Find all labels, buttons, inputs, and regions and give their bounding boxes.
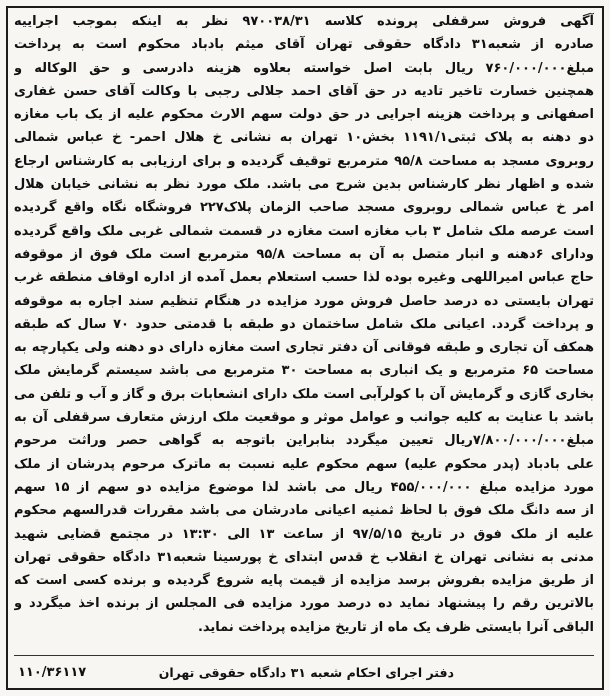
notice-line: مبلغ۷۶۰/۰۰۰/۰۰۰ ریال بابت اصل خواسته بعلاوه هزینه دادرسی و حق الوکاله و bbox=[14, 60, 594, 76]
notice-line: همچنین خسارت تاخیر تادیه در حق آقای احمد جلالی رجبی با وکالت آقای حسن غفاری bbox=[14, 83, 594, 99]
notice-line: اصفهانی و پرداخت هزینه اجرایی در حق دولت سهم الارث محکوم علیه از یک باب مغازه bbox=[14, 107, 594, 123]
notice-footer bbox=[14, 660, 594, 686]
notice-line: بخاری گازی و گرمایش آن با کولرآبی است ملک دارای انشعابات برق و گاز و آب و تلفن می bbox=[14, 386, 594, 402]
notice-line: امر خ عباس شمالی روبروی مسجد صاحب الزمان پلاک۲۲۷ فروشگاه نگاه واقع گردیده bbox=[14, 200, 594, 216]
notice-line: تهران بایستی ده درصد حاصل فروش مورد مزایده در هنگام تنظیم سند اجاره به موقوفه bbox=[14, 293, 594, 309]
notice-line-final: الباقی آنرا بایستی ظرف یک ماه از تاریخ مزایده پرداخت نماید. bbox=[197, 619, 594, 635]
notice-line: باشد با عنایت به کلیه جوانب و عوامل موثر و موقعیت ملک ارزش متعارف سرقفلی آن به bbox=[14, 410, 594, 426]
notice-line: بالاترین رقم را پیشنهاد نماید ده درصد مورد مزایده فی المجلس از برنده اخذ میگردد و bbox=[14, 596, 594, 612]
notice-line: علی بادباد (پدر محکوم علیه) سهم محکوم علیه نسبت به ماترک مرحوم پدرشان از ملک bbox=[14, 456, 594, 472]
notice-line: از سه دانگ ملک فوق با لحاظ ثمنیه اعیانی مادرشان می باشد مقررات قدرالسهم محکوم bbox=[14, 503, 594, 519]
signature: دفتر اجرای احکام شعبه ۳۱ دادگاه حقوقی تهران bbox=[158, 665, 454, 680]
notice-body bbox=[14, 10, 594, 639]
notice-line: مورد مزایده مبلغ ۴۵۵/۰۰۰/۰۰۰ ریال می باشد لذا موضوع مزایده دو سهم از ۱۵ سهم bbox=[14, 479, 594, 495]
notice-line: آگهی فروش سرقفلی پرونده کلاسه ۹۷۰۰۳۸/۳۱ نظر به اینکه بموجب اجراییه bbox=[14, 14, 594, 29]
notice-line: علیه از ملک فوق در تاریخ ۹۷/۵/۱۵ از ساعت ۱۳ الی ۱۳:۳۰ در مجتمع قضایی شهید bbox=[14, 526, 594, 542]
notice-line: از طریق مزایده بفروش برسد مزایده از قیمت پایه شروع گردیده و برنده کسی است که bbox=[14, 573, 594, 589]
reference-code: ۱۱۰/۳۶۱۱۷ bbox=[18, 665, 87, 680]
notice-line: روبروی مسجد به مساحت ۹۵/۸ مترمربع توقیف گردیده و برای ارزیابی به کارشناس ارجاع bbox=[14, 153, 594, 169]
notice-line: ودارای ۶دهنه و انبار متصل به آن به مساحت ۹۵/۸ مترمربع است ملک فوق از موقوفه bbox=[14, 246, 594, 262]
notice-line: مساحت ۶۵ مترمربع و یک انباری به مساحت ۳۰ مترمربع می باشد سیستم گرمایش ملک bbox=[14, 363, 594, 379]
notice-line: و پرداخت گردد. اعیانی ملک شامل ساختمان دو طبقه با قدمتی حدود ۷۰ سال که طبقه bbox=[14, 316, 594, 332]
notice-line: شده و اظهار نظر کارشناس بدین شرح می باشد. ملک مورد نظر به نشانی خیابان هلال bbox=[14, 177, 594, 193]
notice-line: دو دهنه به پلاک ثبتی۱۱۹۱/۱ بخش۱۰ تهران به نشانی خ هلال احمر- خ عباس شمالی bbox=[14, 130, 594, 146]
notice-line: صادره از شعبه۳۱ دادگاه حقوقی تهران آقای میثم بادباد محکوم است به پرداخت bbox=[14, 37, 594, 53]
notice-line: مبلغ۷/۸۰۰/۰۰۰/۰۰۰ریال تعیین میگردد بنابراین باتوجه به گواهی حصر وراثت مرحوم bbox=[14, 433, 594, 449]
notice-line: مدنی به نشانی تهران خ انقلاب خ قدس ابتدای خ پورسینا شعبه۳۱ دادگاه حقوقی تهران bbox=[14, 549, 594, 565]
notice-line: همکف آن تجاری و طبقه فوقانی آن دفتر تجاری است مغازه دارای دو دهنه ولی یکپارچه به bbox=[14, 340, 594, 356]
notice-line: است عرصه ملک شامل ۳ باب مغازه است مغازه در قسمت شمالی غربی ملک واقع گردیده bbox=[14, 223, 594, 239]
notice-line: حاج عباس امیراللهی وغیره بوده لذا حسب استعلام بعمل آمده از اداره اوقاف منطقه غرب bbox=[14, 270, 594, 286]
footer-divider bbox=[14, 655, 594, 656]
